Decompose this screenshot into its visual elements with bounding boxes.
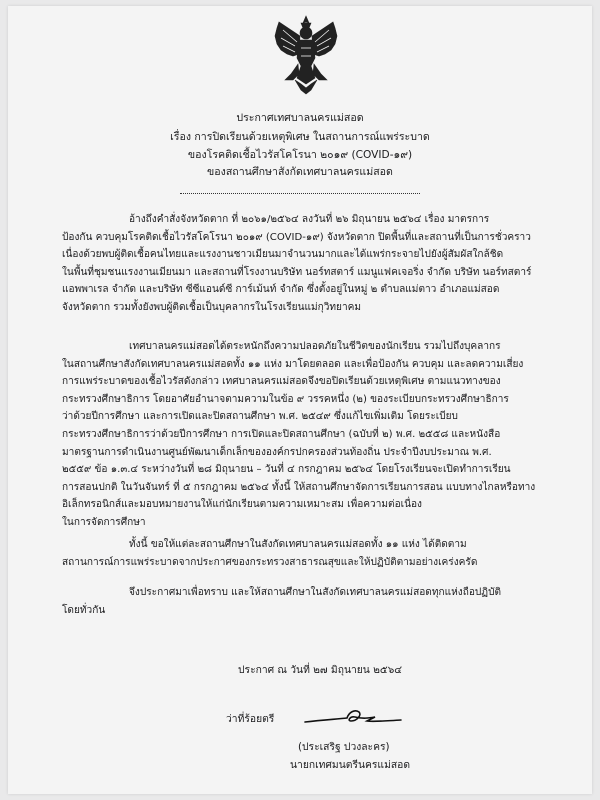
text-line: ในสถานศึกษาสังกัดเทศบาลนครแม่สอดทั้ง ๑๑ แห่ง มาโดยตลอด และเพื่อป้องกัน ควบคุม และลดความเสี่ยง	[62, 358, 524, 370]
text-line: ป้องกัน ควบคุมโรคติดเชื้อไวรัสโคโรนา ๒๐๑๙ (COVID-๑๙) จังหวัดตาก ปิดพื้นที่และสถานที่เป็นการชั่วคราว	[62, 231, 531, 243]
text-line: เนื่องด้วยพบผู้ติดเชื้อคนไทยและแรงงานชาวเมียนมาจำนวนมากและได้แพร่กระจายไปยังผู้สัมผัสใกล้ชิด	[62, 249, 504, 261]
text-line: จึงประกาศมาเพื่อทราบ และให้สถานศึกษาในสังกัดเทศบาลนครแม่สอดทุกแห่งถือปฏิบัติ	[129, 587, 502, 598]
signer-name: (ประเสริฐ ปวงละคร)	[298, 741, 390, 753]
subject-line-2: ของโรคติดเชื้อไวรัสโคโรนา ๒๐๑๙ (COVID-๑๙)	[187, 149, 413, 161]
text-line: กระทรวงศึกษาธิการ โดยอาศัยอำนาจตามความในข้อ ๙ วรรคหนึ่ง (๒) ของระเบียบกระทรวงศึกษาธิการ	[62, 393, 509, 405]
text-line: กระทรวงศึกษาธิการว่าด้วยปีการศึกษา การเปิดและปิดสถานศึกษา (ฉบับที่ ๒) พ.ศ. ๒๕๕๘ และหนังสือ	[62, 428, 501, 440]
text-line: ว่าด้วยปีการศึกษา และการเปิดและปิดสถานศึกษา พ.ศ. ๒๕๔๙ ซึ่งแก้ไขเพิ่มเติม โดยระเบียบ	[62, 411, 458, 423]
text-line: อิเล็กทรอนิกส์และมอบหมายงานให้แก่นักเรียนตามความเหมาะสม เพื่อความต่อเนื่อง	[62, 499, 422, 511]
paragraph-conclusion	[62, 584, 562, 619]
signer-title: นายกเทศมนตรีนครแม่สอด	[290, 759, 411, 771]
text-line: เทศบาลนครแม่สอดได้ตระหนักถึงความปลอดภัยในชีวิตของนักเรียน รวมไปถึงบุคลากร	[129, 341, 501, 352]
text-line: สถานการณ์การแพร่ระบาดจากประกาศของกระทรวงสาธารณสุขและให้ปฏิบัติตามอย่างเคร่งครัด	[62, 556, 478, 568]
acting-rank-label: ว่าที่ร้อยตรี	[226, 713, 275, 725]
announcement-heading: ประกาศเทศบาลนครแม่สอด	[236, 112, 364, 124]
text-line: การสอนปกติ ในวันจันทร์ ที่ ๕ กรกฎาคม ๒๕๖๔ ทั้งนี้ ให้สถานศึกษาจัดการเรียนการสอน แบบทางไกลหรือทาง	[62, 481, 536, 493]
subject-line-3: ของสถานศึกษาสังกัดเทศบาลนครแม่สอด	[207, 166, 393, 178]
text-line: มาตรฐานการดำเนินงานศูนย์พัฒนาเด็กเล็กขององค์กรปกครองส่วนท้องถิ่น ประจำปีงบประมาณ พ.ศ.	[62, 446, 492, 458]
garuda-emblem	[271, 14, 341, 96]
subject-line: เรื่อง การปิดเรียนด้วยเหตุพิเศษ ในสถานการณ์แพร่ระบาด	[170, 131, 430, 143]
text-line: ในพื้นที่ชุมชนแรงงานเมียนมา และสถานที่โรงงานบริษัท นอร์ทสตาร์ แมนูแฟคเจอริ่ง จำกัด บริษัท นอร์ทสตาร์	[62, 266, 532, 278]
text-line: ทั้งนี้ ขอให้แต่ละสถานศึกษาในสังกัดเทศบาลนครแม่สอดทั้ง ๑๑ แห่ง ได้ติดตาม	[129, 539, 467, 550]
text-line: โดยทั่วกัน	[62, 604, 106, 616]
handwritten-signature	[303, 706, 403, 730]
text-line: อ้างถึงคำสั่งจังหวัดตาก ที่ ๒๐๖๑/๒๕๖๔ ลงวันที่ ๒๖ มิถุนายน ๒๕๖๔ เรื่อง มาตรการ	[129, 214, 490, 225]
announcement-date: ประกาศ ณ วันที่ ๒๗ มิถุนายน ๒๕๖๔	[238, 664, 403, 676]
document-page	[8, 6, 592, 794]
text-line: จังหวัดตาก รวมทั้งยังพบผู้ติดเชื้อเป็นบุคลากรในโรงเรียนแม่กุวิทยาคม	[62, 301, 362, 313]
paragraph-instructions	[62, 536, 562, 571]
paragraph-reference	[62, 211, 562, 317]
text-line: แอพพาเรล จำกัด และบริษัท ซีซีแอนด์ซี การ์เม้นท์ จำกัด ซึ่งตั้งอยู่ในหมู่ ๒ ตำบลแม่ตาว อำเภอแม่สอด	[62, 284, 500, 296]
dotted-divider	[180, 193, 420, 194]
text-line: ในการจัดการศึกษา	[62, 516, 146, 528]
text-line: ๒๕๕๙ ข้อ ๑.๓.๔ ระหว่างวันที่ ๒๘ มิถุนายน – วันที่ ๔ กรกฎาคม ๒๕๖๔ โดยโรงเรียนจะเปิดทำการเรียน	[62, 464, 511, 476]
paragraph-closure	[62, 338, 562, 532]
text-line: การแพร่ระบาดของเชื้อไวรัสดังกล่าว เทศบาลนครแม่สอดจึงขอปิดเรียนด้วยเหตุพิเศษ ตามแนวทางของ	[62, 376, 501, 388]
